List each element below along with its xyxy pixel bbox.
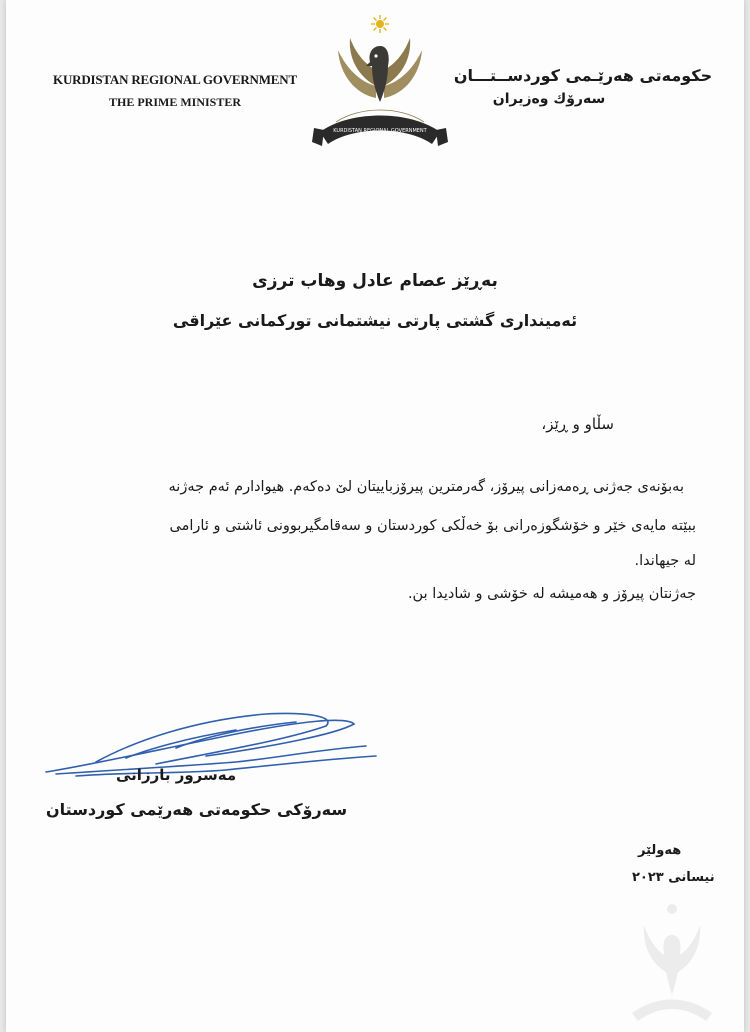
handwritten-signature-icon xyxy=(36,700,396,800)
recipient-title: ئەمینداری گشتی پارتی نیشتمانی تورکمانی عێراقی xyxy=(172,311,578,330)
watermark-emblem-icon xyxy=(622,895,722,1025)
greeting: سڵاو و ڕێز، xyxy=(541,415,614,433)
place-label: هەولێر xyxy=(638,843,682,858)
office-name-english: THE PRIME MINISTER xyxy=(108,95,242,109)
org-name-kurdish: حکومەتی هەرێـمی کوردســتـــان xyxy=(453,66,713,85)
body-line: ببێتە مایەی خێر و خۆشگوزەرانی بۆ خەڵکی کوردستان و سەقامگیربوونی ئاشتی و ئارامی xyxy=(169,518,696,534)
emblem-ring-text: KURDISTAN REGIONAL GOVERNMENT xyxy=(333,128,427,134)
org-name-english: KURDISTAN REGIONAL GOVERNMENT xyxy=(53,72,297,87)
recipient-name: بەڕێز عصام عادل وهاب ترزی xyxy=(252,271,498,291)
signatory-name: مەسرور بارزانی xyxy=(116,766,237,784)
date-label: نیسانی ٢٠٢٣ xyxy=(632,870,715,885)
signatory-title: سەرۆکی حکومەتی هەرێمی کوردستان xyxy=(46,800,348,819)
krg-emblem-icon xyxy=(310,10,450,160)
body-line: لە جیهاندا. xyxy=(634,553,696,569)
letter-page xyxy=(6,0,744,1032)
body-line: جەژنتان پیرۆز و هەمیشە لە خۆشی و شادیدا بن. xyxy=(407,586,696,602)
body-line: بەبۆنەی جەژنی ڕەمەزانی پیرۆز، گەرمترین پیرۆزباییتان لێ دەکەم. هیوادارم ئەم جەژنە xyxy=(168,479,684,495)
office-name-kurdish: سەرۆك وەزیران xyxy=(492,91,606,107)
